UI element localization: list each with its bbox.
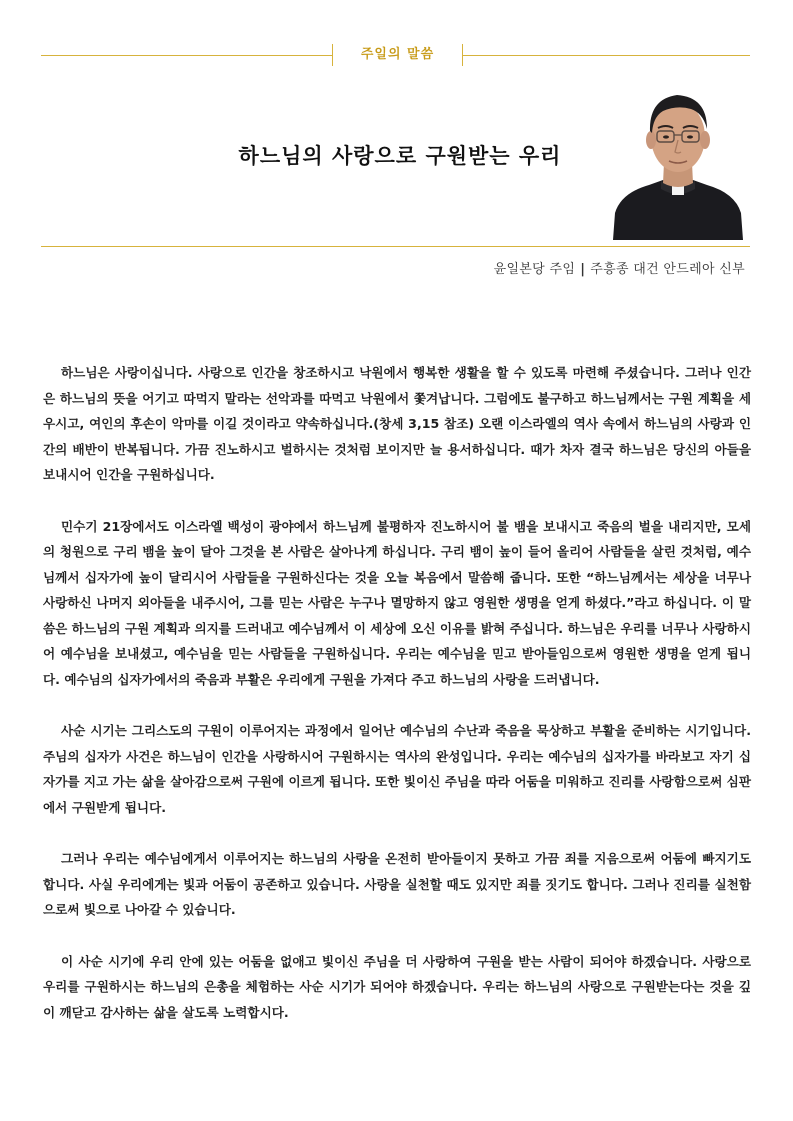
- byline-author-name: 주흥종 대건 안드레아 신부: [590, 262, 745, 277]
- byline-separator: |: [580, 262, 586, 277]
- article-body: [43, 360, 751, 1051]
- section-label: 주일의 말씀: [360, 47, 435, 62]
- paragraph: 그러나 우리는 예수님에게서 이루어지는 하느님의 사랑을 온전히 받아들이지 못하고 가끔 죄를 지음으로써 어둠에 빠지기도 합니다. 사실 우리에게는 빛과 어둠이 공존하고 있습니다. 사랑을 실천할 때도 있지만 죄를 짓기도 합니다. 그러나 진리를 실천함으로써 빛으로 나아갈 수 있습니다.: [43, 851, 751, 917]
- header-rule-left: [41, 55, 333, 56]
- header-rule-right: [462, 55, 750, 56]
- byline-affiliation: 윤일본당 주임: [493, 262, 576, 277]
- paragraph: 사순 시기는 그리스도의 구원이 이루어지는 과정에서 일어난 예수님의 수난과 죽음을 묵상하고 부활을 준비하는 시기입니다. 주님의 십자가 사건은 하느님이 인간을 사랑하시어 구원하시는 역사의 완성입니다. 우리는 예수님의 십자가를 바라보고 자기 십자가를 지고 가는 삶을 살아감으로써 구원에 이르게 됩니다. 또한 빛이신 주님을 따라 어둠을 미워하고 진리를 사랑함으로써 심판에서 구원받게 됩니다.: [43, 723, 751, 815]
- byline: [494, 258, 745, 277]
- paragraph: 하느님은 사랑이십니다. 사랑으로 인간을 창조하시고 낙원에서 행복한 생활을 할 수 있도록 마련해 주셨습니다. 그러나 인간은 하느님의 뜻을 어기고 따먹지 말라는 선악과를 따먹고 낙원에서 쫓겨납니다. 그럼에도 불구하고 하느님께서는 구원 계획을 세우시고, 여인의 후손이 악마를 이길 것이라고 약속하십니다.(창세 3,15 참조) 오랜 이스라엘의 역사 속에서 하느님의 사랑과 인간의 배반이 반복됩니다. 가끔 진노하시고 벌하시는 것처럼 보이지만 늘 용서하십니다. 때가 차자 결국 하느님은 당신의 아들을 보내시어 인간을 구원하십니다.: [43, 365, 751, 482]
- paragraph: 이 사순 시기에 우리 안에 있는 어둠을 없애고 빛이신 주님을 더 사랑하여 구원을 받는 사람이 되어야 하겠습니다. 사랑으로 우리를 구원하시는 하느님의 은총을 체험하는 사순 시기가 되어야 하겠습니다. 우리는 하느님의 사랑으로 구원받는다는 것을 깊이 깨닫고 감사하는 삶을 살도록 노력합시다.: [43, 953, 751, 1020]
- priest-portrait-icon: [611, 85, 745, 240]
- paragraph: 민수기 21장에서도 이스라엘 백성이 광야에서 하느님께 불평하자 진노하시어 불 뱀을 보내시고 죽음의 벌을 내리지만, 모세의 청원으로 구리 뱀을 높이 달아 그것을 본 사람은 살아나게 하십니다. 구리 뱀이 높이 들어 올리어 사람들을 살린 것처럼, 예수님께서 십자가에 높이 달리시어 사람들을 구원하신다는 것을 오늘 복음에서 말씀해 줍니다. 또한 “하느님께서는 세상을 너무나 사랑하신 나머지 외아들을 내주시어, 그를 믿는 사람은 누구나 멸망하지 않고 영원한 생명을 얻게 하셨다.”라고 하십니다. 이 말씀은 하느님의 구원 계획과 의지를 드러내고 예수님께서 이 세상에 오신 이유를 밝혀 주십니다. 하느님은 우리를 너무나 사랑하시어 예수님을 보내셨고, 예수님을 믿는 사람들을 구원하십니다. 우리는 예수님을 믿고 받아들임으로써 영원한 생명을 얻게 됩니다. 예수님의 십자가에서의 죽음과 부활은 우리에게 구원을 가져다 주고 하느님의 사랑을 드러냅니다.: [43, 518, 751, 687]
- article-title: 하느님의 사랑으로 구원받는 우리: [238, 144, 562, 168]
- header-divider: [41, 246, 750, 247]
- author-photo: [611, 85, 745, 240]
